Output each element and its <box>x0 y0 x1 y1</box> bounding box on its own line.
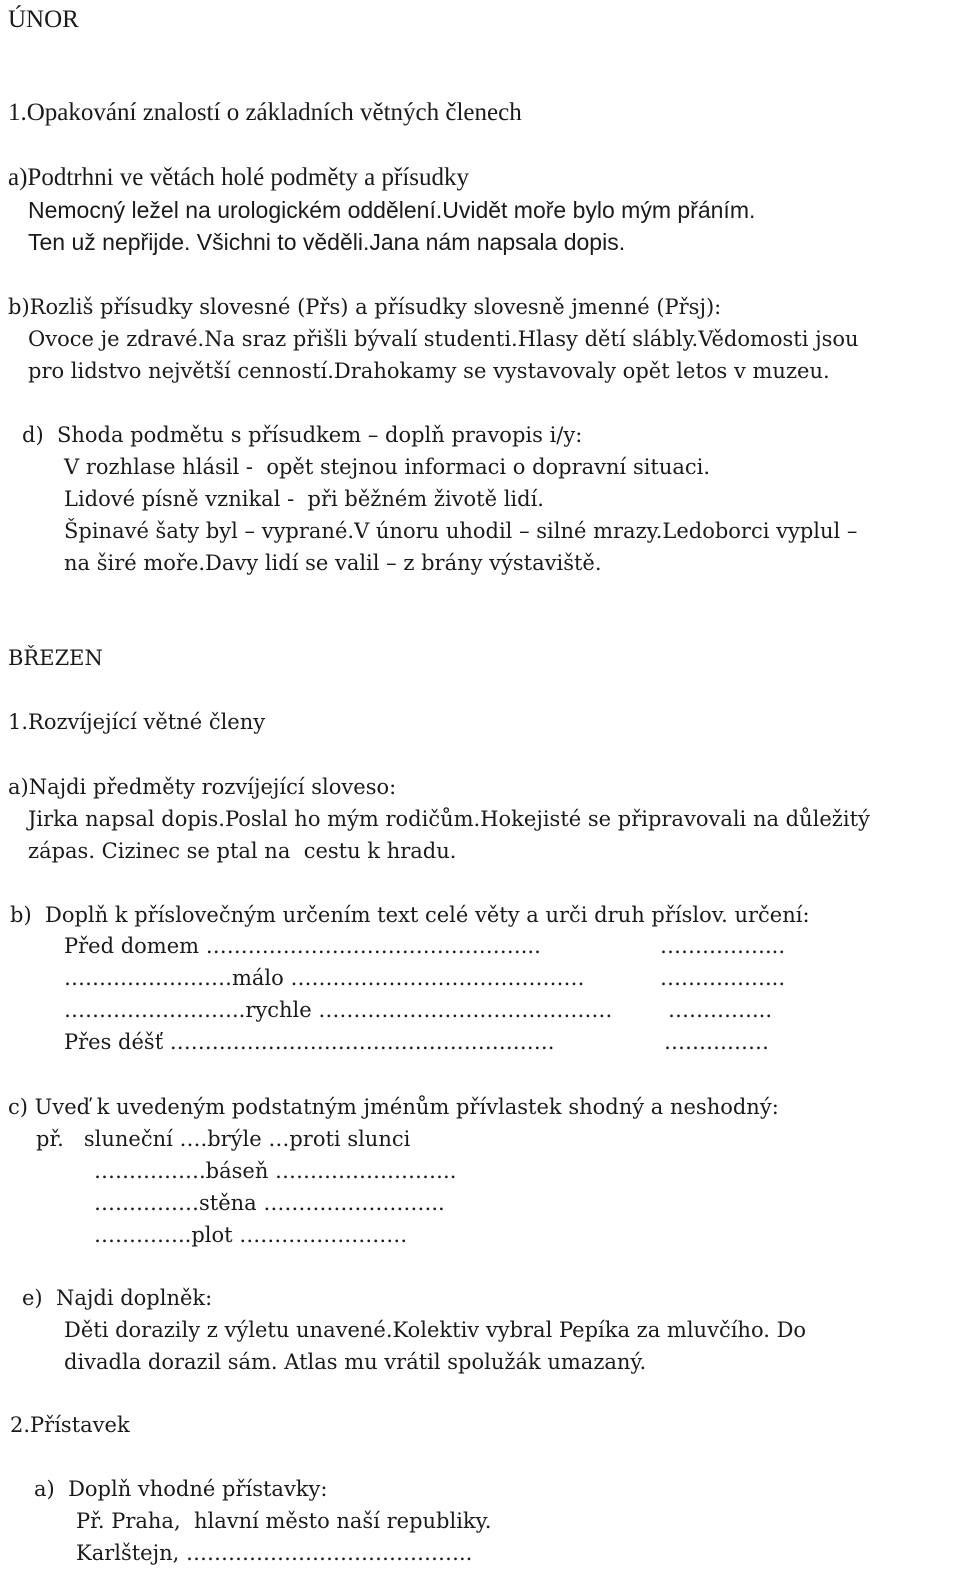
task-b-line: pro lidstvo největší cenností.Drahokamy se vystavovaly opět letos v muzeu. <box>28 359 830 383</box>
task-a-title: a)Podtrhni ve větách holé podměty a přísudky <box>8 164 469 191</box>
task-c-line: …………….báseň …………………….. <box>94 1159 457 1183</box>
task-e-line: Děti dorazily z výletu unavené.Kolektiv vybral Pepíka za mluvčího. Do <box>64 1318 807 1342</box>
fill-row-left: Přes déšť ………………………………………………. <box>64 1030 555 1054</box>
heading-brezen: BŘEZEN <box>8 646 103 670</box>
task-b-title: b)Rozliš přísudky slovesné (Přs) a přísudky slovesně jmenné (Přsj): <box>8 295 722 319</box>
task-d-line: na širé moře.Davy lidí se valil – z brány výstaviště. <box>64 551 602 575</box>
task-a-title: a) Doplň vhodné přístavky: <box>34 1477 328 1501</box>
task-d-line: V rozhlase hlásil - opět stejnou informaci o dopravní situaci. <box>64 455 711 479</box>
fill-row-left: Před domem ………………………………………... <box>64 934 541 958</box>
task-d-line: Špinavé šaty byl – vyprané.V únoru uhodil – silné mrazy.Ledoborci vyplul – <box>64 519 858 543</box>
fill-row-right: …………… <box>664 1030 769 1054</box>
task-d-title: d) Shoda podmětu s přísudkem – doplň pravopis i/y: <box>22 423 583 447</box>
fill-row-left: ……………………..rychle …………………………………… <box>64 998 613 1022</box>
task-c-line: …………..plot …………………… <box>94 1223 408 1247</box>
task-e-line: divadla dorazil sám. Atlas mu vrátil spolužák umazaný. <box>64 1350 647 1374</box>
task-b-title: b) Doplň k příslovečným určením text celé věty a urči druh příslov. určení: <box>10 903 810 927</box>
task-a-line: Karlštejn, ………………………………….. <box>76 1541 473 1565</box>
task-b-line: Ovoce je zdravé.Na sraz přišli bývalí studenti.Hlasy dětí slábly.Vědomosti jsou <box>28 327 859 351</box>
task-a-line: Nemocný ležel na urologickém oddělení.Uvidět moře bylo mým přáním. <box>28 197 756 223</box>
fill-row-right: ……………... <box>660 934 786 958</box>
task-a-line: zápas. Cizinec se ptal na cestu k hradu. <box>28 839 457 863</box>
section-1-title: 1.Rozvíjející větné členy <box>8 710 266 734</box>
section-1-title: 1.Opakování znalostí o základních větných členech <box>8 99 522 126</box>
task-c-line: ……………stěna …………………….. <box>94 1191 445 1215</box>
section-2-title: 2.Přístavek <box>10 1413 130 1437</box>
task-e-title: e) Najdi doplněk: <box>22 1286 213 1310</box>
task-a-line: Př. Praha, hlavní město naší republiky. <box>76 1509 492 1533</box>
task-c-title: c) Uveď k uvedeným podstatným jménům přívlastek shodný a neshodný: <box>8 1095 779 1119</box>
task-d-line: Lidové písně vznikal - při běžném životě lidí. <box>64 487 544 511</box>
fill-row-left: ……………………málo …………………………………… <box>64 966 585 990</box>
task-a-line: Jirka napsal dopis.Poslal ho mým rodičům.Hokejisté se připravovali na důležitý <box>28 807 870 831</box>
fill-row-right: …………... <box>668 998 773 1022</box>
task-a-title: a)Najdi předměty rozvíjející sloveso: <box>8 775 397 799</box>
heading-unor: ÚNOR <box>8 6 79 33</box>
task-c-line: př. sluneční ….brýle …proti slunci <box>36 1127 411 1151</box>
task-a-line: Ten už nepřijde. Všichni to věděli.Jana nám napsala dopis. <box>28 229 626 255</box>
fill-row-right: ……………... <box>660 966 786 990</box>
